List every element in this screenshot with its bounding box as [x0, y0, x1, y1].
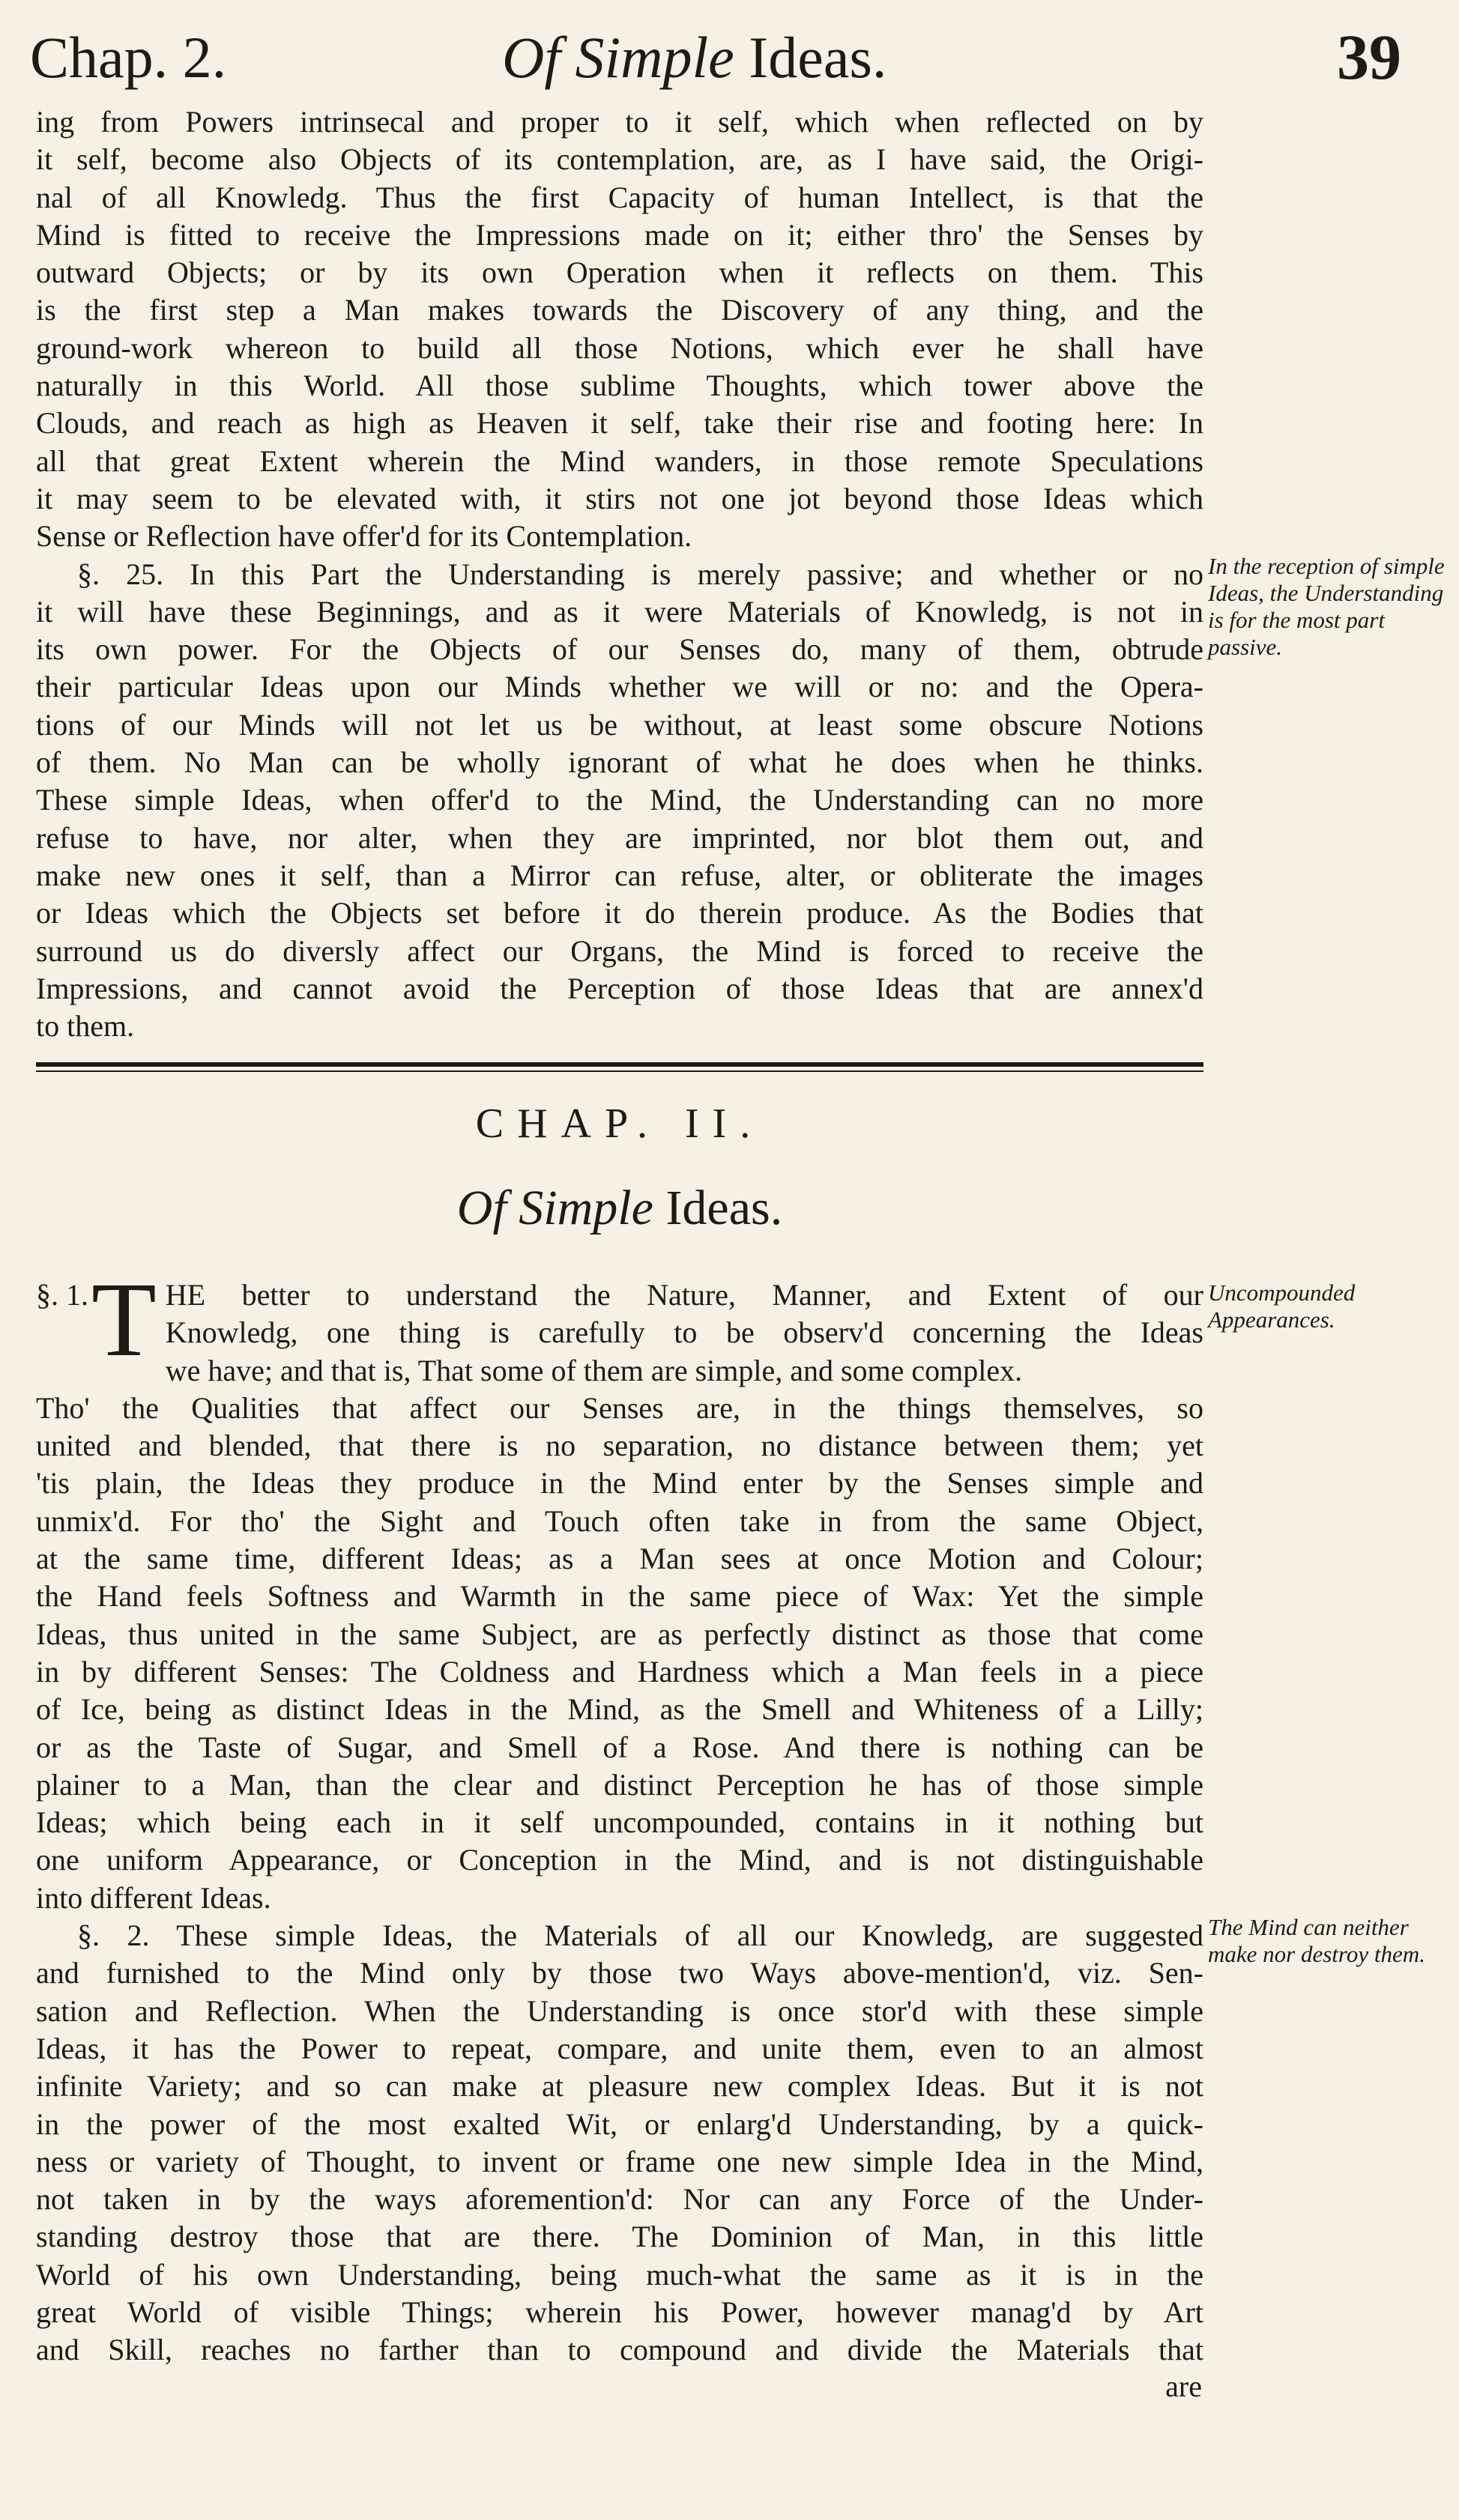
text-line: Knowledg, one thing is carefully to be observ'd concerning the Ideas [165, 1315, 1203, 1350]
chapter-subtitle [36, 1180, 1203, 1237]
chapter-text-block [36, 1260, 1203, 2369]
text-line: Ideas, thus united in the same Subject, are as perfectly distinct as those that come [36, 1617, 1203, 1651]
drop-cap: T [91, 1260, 157, 1378]
text-line: is the first step a Man makes towards the Discovery of any thing, and the [36, 293, 1203, 327]
text-line: ground-work whereon to build all those Notions, which ever he shall have [36, 330, 1203, 365]
catchword: are [1165, 2369, 1202, 2403]
text-line: Ideas, it has the Power to repeat, compare, and unite them, even to an almost [36, 2031, 1203, 2065]
text-line: into different Ideas. [36, 1880, 271, 1915]
text-line: great World of visible Things; wherein his Power, however manag'd by Art [36, 2295, 1203, 2330]
text-line: unmix'd. For tho' the Sight and Touch often take in from the same Object, [36, 1503, 1203, 1538]
text-line: standing destroy those that are there. The Dominion of Man, in this little [36, 2220, 1203, 2254]
text-line: and Skill, reaches no farther than to compound and divide the Materials that [36, 2333, 1203, 2367]
section-2-start: §. 2. These simple Ideas, the Materials of all our Knowledg, are suggested [77, 1918, 1203, 1953]
text-line: of Ice, being as distinct Ideas in the Mind, as the Smell and Whiteness of a Lilly; [36, 1692, 1203, 1727]
text-line: naturally in this World. All those sublime Thoughts, which tower above the [36, 369, 1203, 403]
chapter-subtitle-roman: Ideas. [665, 1181, 783, 1235]
text-line: their particular Ideas upon our Minds whether we will or no: and the Opera- [36, 670, 1203, 704]
page-number: 39 [1337, 21, 1401, 93]
running-title [502, 24, 886, 91]
text-line: Impressions, and cannot avoid the Perception of those Ideas that are annex'd [36, 971, 1203, 1005]
text-line: and furnished to the Mind only by those two Ways above-mention'd, viz. Sen- [36, 1956, 1203, 1990]
margin-note-passive: In the reception of simple Ideas, the Understanding is for the most part passive. [1208, 553, 1445, 660]
chapter-label: Chap. 2. [30, 25, 227, 90]
text-line: World of his own Understanding, being much-what the same as it is in the [36, 2257, 1203, 2292]
top-text-block [36, 103, 1203, 1045]
text-line: it self, become also Objects of its contemplation, are, as I have said, the Origi- [36, 142, 1203, 177]
text-line: Ideas; which being each in it self uncompounded, contains in it nothing but [36, 1805, 1203, 1840]
running-header [30, 21, 1439, 106]
text-line: Sense or Reflection have offer'd for its Contemplation. [36, 519, 692, 554]
text-line: all that great Extent wherein the Mind wanders, in those remote Speculations [36, 443, 1203, 478]
text-line: make new ones it self, than a Mirror can refuse, alter, or obliterate the images [36, 858, 1203, 892]
divider-thin [36, 1070, 1203, 1072]
text-line: Clouds, and reach as high as Heaven it self, take their rise and footing here: In [36, 406, 1203, 440]
text-line: united and blended, that there is no separation, no distance between them; yet [36, 1429, 1203, 1463]
section-25-start: §. 25. In this Part the Understanding is merely passive; and whether or no [77, 557, 1203, 591]
text-line: nal of all Knowledg. Thus the first Capacity of human Intellect, is that the [36, 180, 1203, 214]
text-line: Tho' the Qualities that affect our Senses are, in the things themselves, so [36, 1390, 1203, 1425]
margin-note-mind: The Mind can neither make nor destroy them. [1208, 1914, 1425, 1967]
chapter-heading: CHAP. II. [475, 1100, 764, 1147]
margin-note-uncompounded: Uncompounded Appearances. [1208, 1279, 1356, 1333]
section-mark: §. 1. [36, 1278, 88, 1312]
text-line: in by different Senses: The Coldness and Hardness which a Man feels in a piece [36, 1654, 1203, 1688]
text-line: 'tis plain, the Ideas they produce in the Mind enter by the Senses simple and [36, 1466, 1203, 1500]
text-line: ing from Powers intrinsecal and proper to it self, which when reflected on by [36, 105, 1203, 139]
chapter-subtitle-italic: Of Simple [456, 1181, 653, 1235]
text-line: its own power. For the Objects of our Senses do, many of them, obtrude [36, 632, 1203, 667]
text-line: not taken in by the ways aforemention'd: Nor can any Force of the Under- [36, 2182, 1203, 2217]
text-line: or Ideas which the Objects set before it do therein produce. As the Bodies that [36, 896, 1203, 930]
text-line: These simple Ideas, when offer'd to the Mind, the Understanding can no more [36, 783, 1203, 817]
text-line: we have; and that is, That some of them are simple, and some complex. [165, 1353, 1023, 1387]
text-line: it may seem to be elevated with, it stirs not one jot beyond those Ideas which [36, 481, 1203, 515]
text-line: infinite Variety; and so can make at pleasure new complex Ideas. But it is not [36, 2069, 1203, 2103]
text-line: outward Objects; or by its own Operation when it reflects on them. This [36, 255, 1203, 290]
text-line: at the same time, different Ideas; as a Man sees at once Motion and Colour; [36, 1542, 1203, 1576]
text-line: sation and Reflection. When the Understanding is once stor'd with these simple [36, 1993, 1203, 2028]
divider-thick [36, 1062, 1203, 1067]
text-line: surround us do diversly affect our Organs, the Mind is forced to receive the [36, 933, 1203, 968]
text-line: the Hand feels Softness and Warmth in the same piece of Wax: Yet the simple [36, 1579, 1203, 1614]
text-line: one uniform Appearance, or Conception in the Mind, and is not distinguishable [36, 1843, 1203, 1877]
text-line: plainer to a Man, than the clear and distinct Perception he has of those simple [36, 1767, 1203, 1802]
text-line: Mind is fitted to receive the Impressions made on it; either thro' the Senses by [36, 217, 1203, 252]
text-line: or as the Taste of Sugar, and Smell of a Rose. And there is nothing can be [36, 1730, 1203, 1764]
text-line: refuse to have, nor alter, when they are imprinted, nor blot them out, and [36, 820, 1203, 855]
running-title-roman: Ideas. [749, 25, 887, 90]
text-line: in the power of the most exalted Wit, or enlarg'd Understanding, by a quick- [36, 2106, 1203, 2141]
text-line: tions of our Minds will not let us be without, at least some obscure Notions [36, 707, 1203, 742]
text-line: ness or variety of Thought, to invent or frame one new simple Idea in the Mind, [36, 2144, 1203, 2178]
text-line: to them. [36, 1009, 135, 1044]
chapter-divider-rule [36, 1062, 1203, 1072]
text-line: it will have these Beginnings, and as it were Materials of Knowledg, is not in [36, 594, 1203, 629]
text-line: of them. No Man can be wholly ignorant of what he does when he thinks. [36, 745, 1203, 780]
text-line: HE better to understand the Nature, Manner, and Extent of our [165, 1278, 1203, 1312]
running-title-italic: Of Simple [502, 25, 734, 90]
